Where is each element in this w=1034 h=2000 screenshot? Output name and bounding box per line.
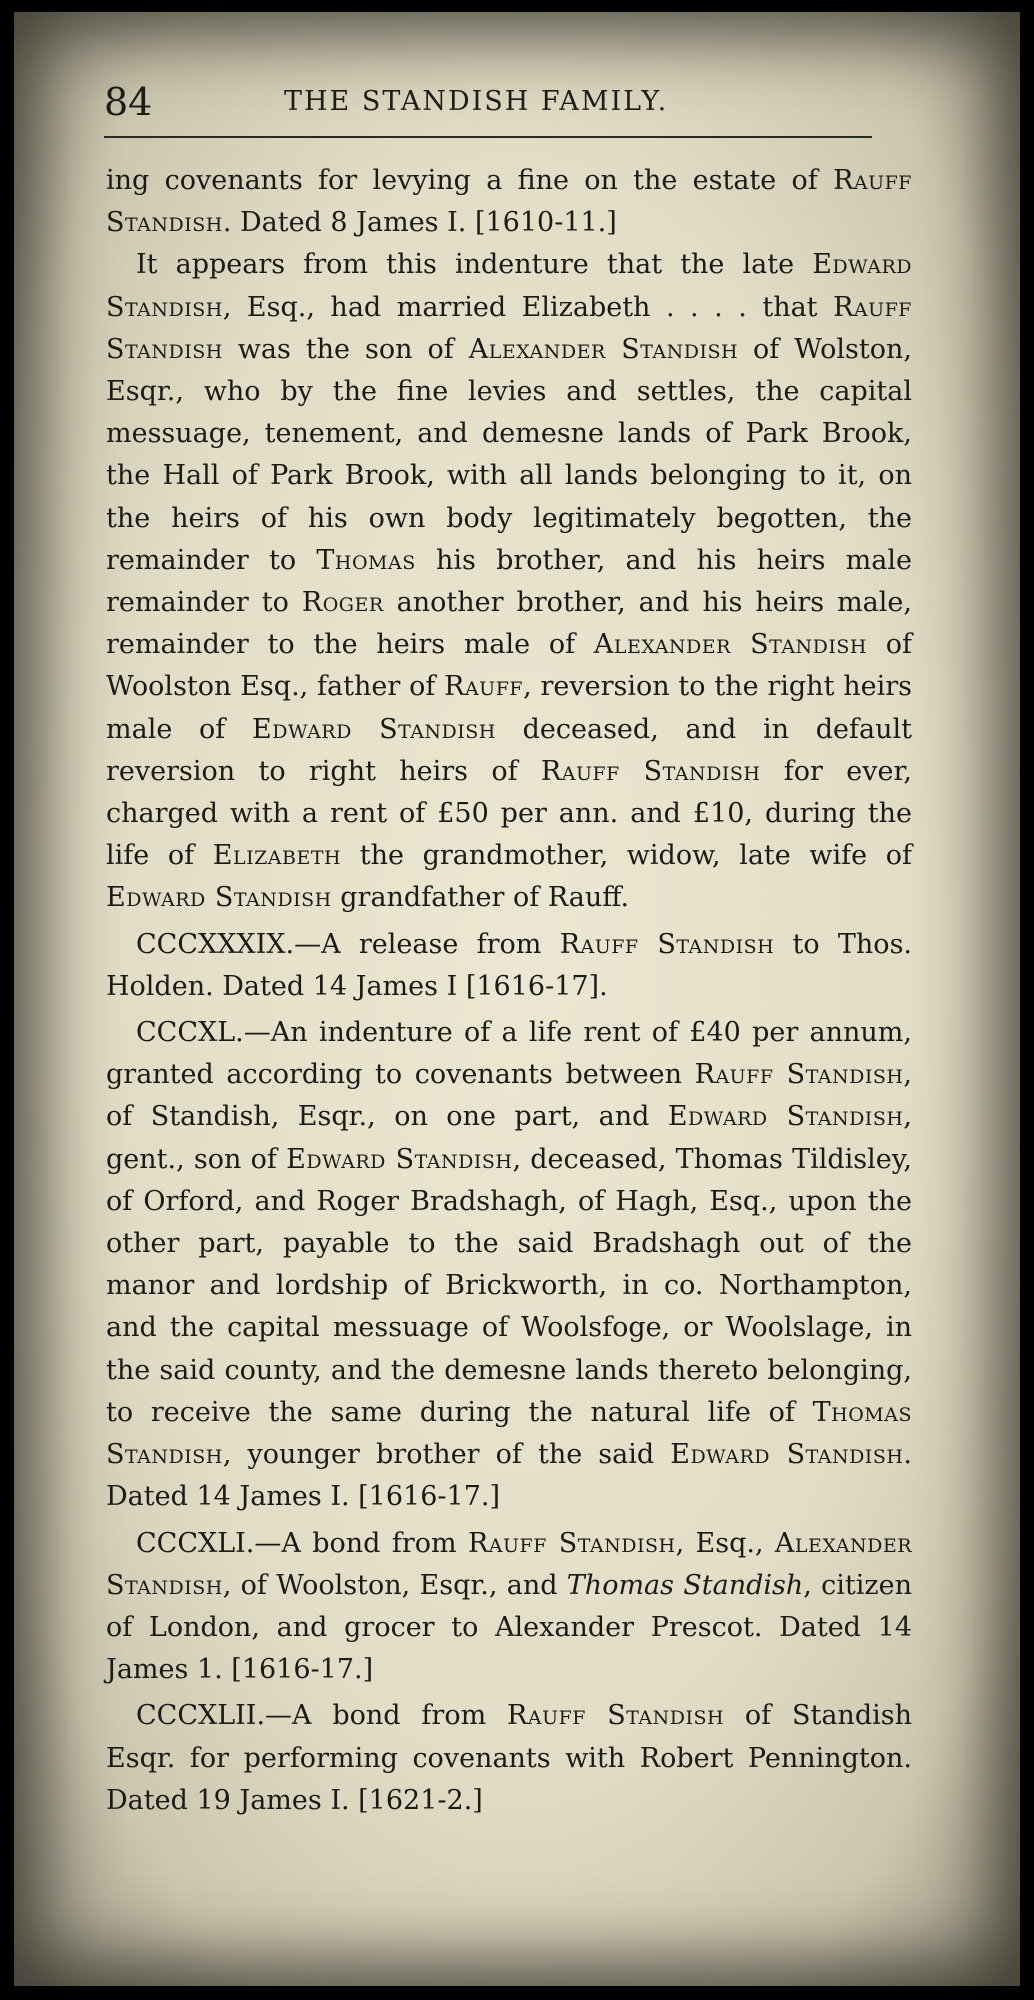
text-run: , of Woolston, Esqr., and <box>222 1569 567 1601</box>
name-small-caps: Edward Standish <box>252 713 496 745</box>
name-small-caps: Roger <box>301 587 384 619</box>
paragraph-continuation <box>106 160 912 244</box>
name-small-caps: Edward Standish <box>106 249 912 323</box>
name-small-caps: Elizabeth <box>212 840 342 872</box>
page-frame <box>14 12 1020 1986</box>
name-small-caps: Rauff Standish <box>106 291 912 365</box>
text-run: of Woolston Esq., father of <box>106 629 912 703</box>
name-small-caps: Edward Standish <box>670 1439 904 1471</box>
text-run: CCCXL.—An indenture of a life rent of £40 per annum, granted according to covenants between <box>106 1017 912 1091</box>
name-small-caps: Alexander Standish <box>468 333 739 365</box>
text-run: CCCXLII.—A bond from <box>136 1700 508 1732</box>
name-small-caps: Edward Standish <box>286 1143 513 1175</box>
name-small-caps: Edward Standish <box>667 1101 904 1133</box>
name-small-caps: Thomas <box>316 544 416 576</box>
paragraph-indenture-note <box>106 244 912 919</box>
text-run: grandfather of Rauff. <box>331 882 630 914</box>
entry-cccxlii <box>106 1695 912 1822</box>
name-small-caps: Thomas Standish <box>106 1396 912 1471</box>
entry-cccxxxix <box>106 924 912 1008</box>
name-small-caps: Alexander Standish <box>593 629 867 661</box>
text-run: , citizen of London, and grocer to Alexander Prescot. Dated 14 James 1. [1616-17.] <box>106 1569 912 1686</box>
page-number: 84 <box>104 80 153 124</box>
text-run: , deceased, Thomas Tildisley, of Orford, and Roger Bradshagh, of Hagh, Esq., upon the other part, payable to the said Bradshagh out of the manor and lordship of Brickworth, in co. Northampton, and the capital messuage of Woolsfoge, or Woolslage, in the said county, and the demesne lands thereto belonging, to receive the same during the natural life of <box>106 1143 912 1428</box>
text-run: the grandmother, widow, late wife of <box>341 840 912 872</box>
text-run: of Standish Esqr. for performing covenants with Robert Pennington. Dated 19 James I. [1621-2.] <box>106 1700 912 1816</box>
text-run: another brother, and his heirs male, remainder to the heirs male of <box>106 587 912 661</box>
name-small-caps: Rauff Standish <box>106 165 912 239</box>
text-run: CCCXLI.—A bond from <box>136 1527 468 1559</box>
name-small-caps: Rauff Standish <box>467 1527 676 1559</box>
text-run: ing covenants for levying a fine on the estate of <box>106 165 834 196</box>
name-small-caps: Rauff Standish <box>540 755 761 787</box>
page-header <box>104 72 884 132</box>
text-run: , Esq., had married Elizabeth . . . . that <box>222 291 834 323</box>
text-run: was the son of <box>222 333 469 365</box>
name-small-caps: Rauff Standish <box>507 1700 725 1732</box>
text-run: deceased, and in default reversion to right heirs of <box>106 713 913 787</box>
text-run: , gent., son of <box>106 1101 912 1175</box>
name-small-caps: Rauff Standish <box>559 928 775 960</box>
text-run: to Thos. Holden. Dated 14 James I [1616-17]. <box>106 928 913 1002</box>
text-run: , Esq., <box>675 1527 775 1559</box>
text-run: CCCXXXIX.—A release from <box>136 928 560 960</box>
running-head: THE STANDISH FAMILY. <box>284 86 669 117</box>
name-italic: Thomas Standish <box>566 1569 804 1601</box>
name-small-caps: Alexander Standish <box>106 1527 913 1601</box>
name-small-caps: Edward Standish <box>106 882 332 914</box>
page-body <box>106 160 912 1822</box>
text-run: his brother, and his heirs male remainder to <box>106 544 912 619</box>
entry-cccxli <box>106 1523 912 1692</box>
text-run: for ever, charged with a rent of £50 per ann. and £10, during the life of <box>106 755 912 872</box>
text-run: . Dated 8 James I. [1610-11.] <box>222 207 617 239</box>
text-run: . Dated 14 James I. [1616-17.] <box>106 1439 912 1513</box>
name-small-caps: Rauff Standish <box>694 1059 904 1091</box>
text-run: , reversion to the right heirs male of <box>106 671 912 745</box>
name-small-caps: Rauff <box>444 671 524 703</box>
text-run: , of Standish, Esqr., on one part, and <box>106 1059 913 1133</box>
text-run: of Wolston, Esqr., who by the fine levies and settles, the capital messuage, tenement, and demesne lands of Park Brook, the Hall of Park Brook, with all lands belonging to it, on the heirs of his own body legitimately begotten, the remainder to <box>106 333 912 576</box>
entry-cccxl <box>106 1012 912 1518</box>
header-rule <box>104 136 872 138</box>
text-run: It appears from this indenture that the late <box>136 249 813 281</box>
text-run: , younger brother of the said <box>222 1439 671 1471</box>
